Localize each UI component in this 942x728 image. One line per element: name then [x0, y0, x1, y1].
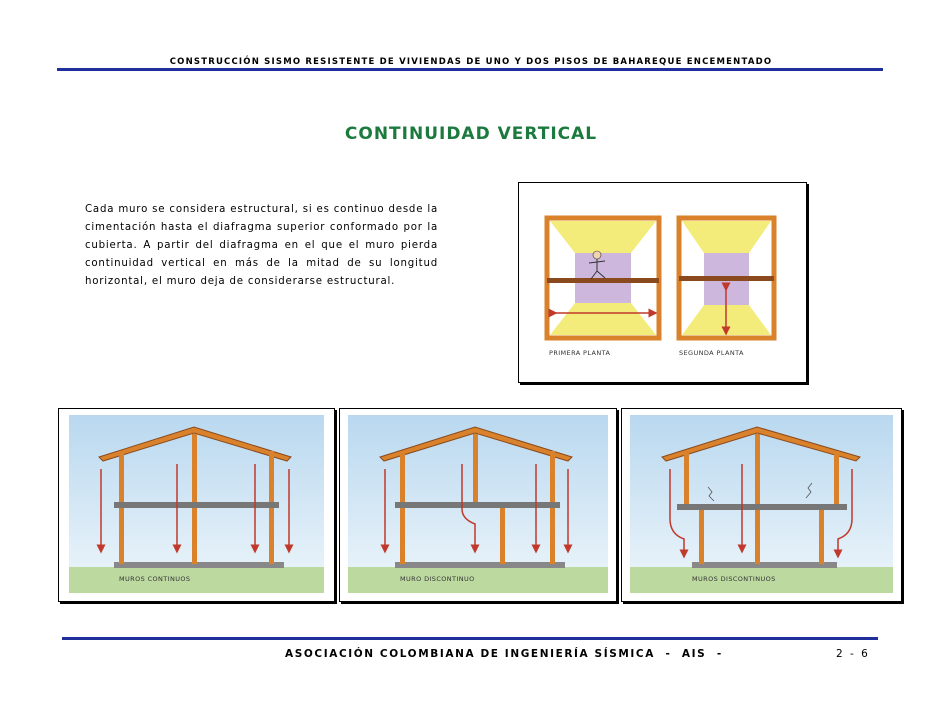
second-floor-plan: [679, 218, 774, 338]
section-title: CONTINUIDAD VERTICAL: [344, 124, 598, 144]
elevation-continuous-illustration: [59, 409, 334, 601]
elevation-discontinuous-illustration: [340, 409, 616, 601]
plan-label-second: SEGUNDA PLANTA: [679, 349, 744, 357]
elevation-multiple-discontinuous-illustration: [622, 409, 901, 601]
running-header: CONSTRUCCIÓN SISMO RESISTENTE DE VIVIENDAS DE UNO Y DOS PISOS DE BAHAREQUE ENCEMENTADO: [169, 57, 773, 67]
elevation-discontinuous: [339, 408, 617, 602]
footer-organization: ASOCIACIÓN COLOMBIANA DE INGENIERÍA SÍSMICA - AIS -: [285, 648, 723, 660]
elevation-discontinuous-label: MURO DISCONTINUO: [400, 575, 475, 583]
plan-illustration: [519, 183, 806, 382]
header-rule: [57, 68, 883, 71]
plan-figure: [518, 182, 807, 383]
elevation-multiple-discontinuous: [621, 408, 902, 602]
elevation-continuous-label: MUROS CONTINUOS: [119, 575, 191, 583]
first-floor-plan: [547, 218, 659, 338]
elevation-multiple-discontinuous-label: MUROS DISCONTINUOS: [692, 575, 776, 583]
plan-label-first: PRIMERA PLANTA: [549, 349, 611, 357]
page-number: 2 - 6: [836, 648, 870, 660]
elevation-continuous: [58, 408, 335, 602]
body-paragraph: Cada muro se considera estructural, si es continuo desde la cimentación hasta el diafragma superior conformado por la cubierta. A partir del diafragma en el que el muro pierda continuidad vertical en más de la mitad de su longitud horizontal, el muro deja de considerarse estructural.: [85, 204, 438, 287]
footer-rule: [62, 637, 878, 640]
